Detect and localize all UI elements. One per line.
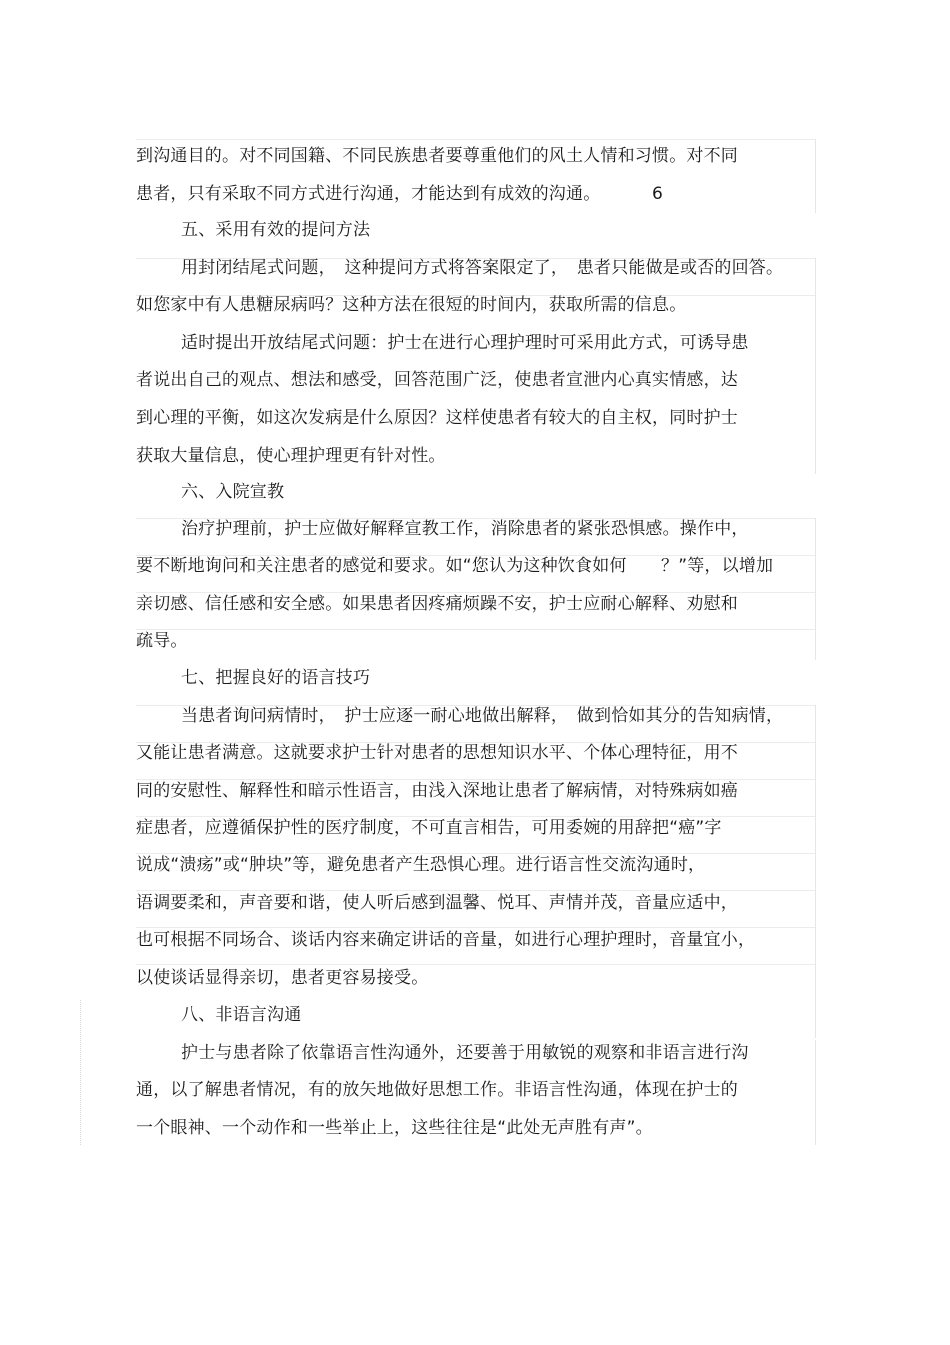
text-line: 疏导。 — [136, 631, 188, 651]
text-line: 通，以了解患者情况，有的放矢地做好思想工作。非语言性沟通，体现在护士的 — [136, 1080, 738, 1100]
divider — [136, 629, 816, 630]
text-line: 到沟通目的。对不同国籍、不同民族患者要尊重他们的风土人情和习惯。对不同 — [136, 146, 738, 166]
divider — [815, 1040, 816, 1145]
text-line: 当患者询问病情时， 护士应逐一耐心地做出解释， 做到恰如其分的告知病情， — [181, 706, 784, 726]
text-line: 语调要柔和，声音要和谐，使人听后感到温馨、悦耳、声情并茂，音量应适中， — [136, 893, 738, 913]
section-heading: 七、把握良好的语言技巧 — [181, 668, 371, 688]
text-line: 患者，只有采取不同方式进行沟通，才能达到有成效的沟通。 — [136, 184, 601, 204]
section-heading: 五、采用有效的提问方法 — [181, 220, 371, 240]
text-line: 症患者，应遵循保护性的医疗制度，不可直言相告，可用委婉的用辞把“癌”字 — [136, 818, 722, 838]
section-heading: 八、非语言沟通 — [181, 1005, 302, 1025]
text-line: 护士与患者除了依靠语言性沟通外，还要善于用敏锐的观察和非语言进行沟 — [181, 1043, 749, 1063]
text-line: 亲切感、信任感和安全感。如果患者因疼痛烦躁不安，护士应耐心解释、劝慰和 — [136, 594, 738, 614]
divider — [815, 258, 816, 474]
text-line: 获取大量信息，使心理护理更有针对性。 — [136, 446, 446, 466]
text-line: 又能让患者满意。这就要求护士针对患者的思想知识水平、个体心理特征，用不 — [136, 743, 738, 763]
text-line: 同的安慰性、解释性和暗示性语言，由浅入深地让患者了解病情，对特殊病如癌 — [136, 781, 738, 801]
text-line: 如您家中有人患糖尿病吗？这种方法在很短的时间内，获取所需的信息。 — [136, 295, 687, 315]
text-line: 要不断地询问和关注患者的感觉和要求。如“您认为这种饮食如何 ？”等，以增加 — [136, 556, 774, 576]
text-line: 以使谈话显得亲切，患者更容易接受。 — [136, 968, 429, 988]
text-line: 到心理的平衡，如这次发病是什么原因？这样使患者有较大的自主权，同时护士 — [136, 408, 738, 428]
text-line: 也可根据不同场合、谈话内容来确定讲话的音量，如进行心理护理时，音量宜小， — [136, 930, 756, 950]
text-line: 说成“溃疡”或“肿块”等，避免患者产生恐惧心理。进行语言性交流沟通时， — [136, 855, 706, 875]
text-line: 治疗护理前，护士应做好解释宣教工作，消除患者的紧张恐惧感。操作中， — [181, 519, 749, 539]
text-line: 适时提出开放结尾式问题：护士在进行心理护理时可采用此方式，可诱导患 — [181, 333, 749, 353]
section-heading: 六、入院宣教 — [181, 482, 285, 502]
divider — [815, 139, 816, 213]
text-line: 用封闭结尾式问题， 这种提问方式将答案限定了， 患者只能做是或否的回答。 — [181, 258, 784, 278]
page-number: 6 — [652, 184, 663, 204]
divider — [815, 705, 816, 1038]
text-line: 一个眼神、一个动作和一些举止上，这些往往是“此处无声胜有声”。 — [136, 1118, 653, 1138]
divider — [815, 518, 816, 660]
margin-mark — [80, 1000, 84, 1145]
text-line: 者说出自己的观点、想法和感受，回答范围广泛，使患者宣泄内心真实情感，达 — [136, 370, 738, 390]
